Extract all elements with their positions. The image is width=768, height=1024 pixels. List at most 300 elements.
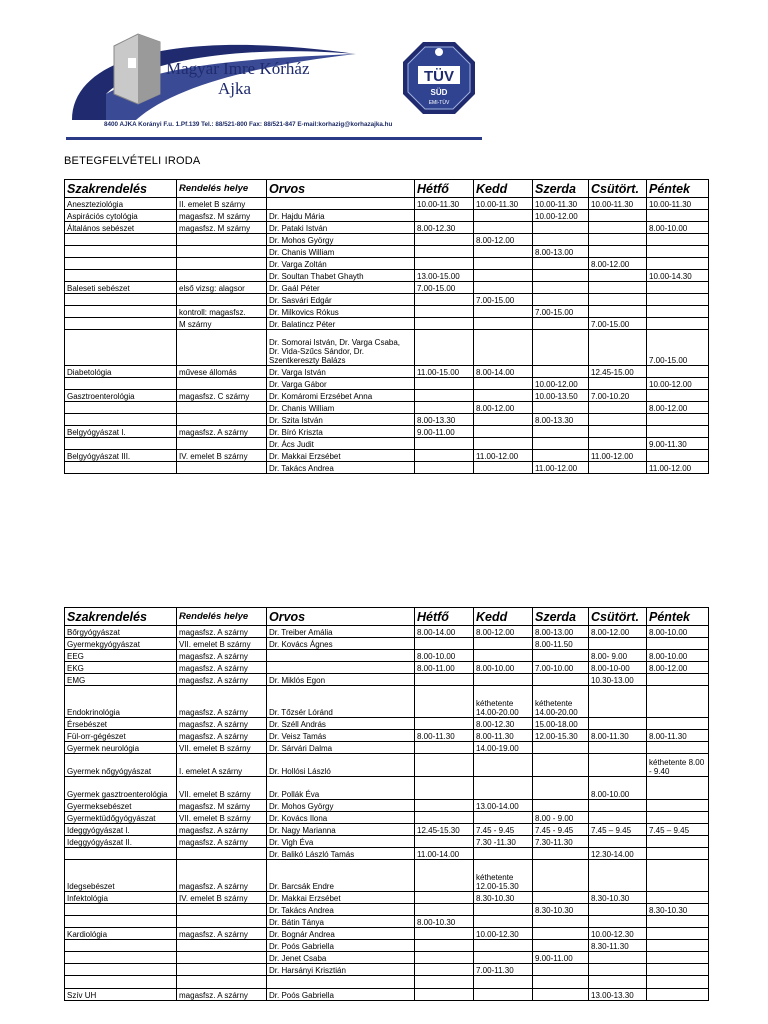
table-row: [65, 282, 709, 294]
cell-specialty: EMG: [65, 674, 177, 686]
cell-friday: [647, 892, 709, 904]
cell-specialty: [65, 438, 177, 450]
cell-doctor: Dr. Takács Andrea: [267, 462, 415, 474]
cell-friday: 8.00-11.30: [647, 730, 709, 742]
cell-location: magasfsz. A szárny: [177, 626, 267, 638]
cell-doctor: Dr. Harsányi Krisztián: [267, 964, 415, 976]
cell-friday: [647, 246, 709, 258]
cell-friday: [647, 390, 709, 402]
schedule-table-2: [64, 607, 709, 1001]
cell-doctor: Dr. Varga Gábor: [267, 378, 415, 390]
cell-thursday: [589, 294, 647, 306]
cell-monday: [415, 976, 474, 989]
cell-thursday: [589, 426, 647, 438]
cell-tuesday: [474, 812, 533, 824]
cell-doctor: Dr. Széll András: [267, 718, 415, 730]
cell-friday: [647, 812, 709, 824]
cell-doctor: Dr. Balikó László Tamás: [267, 848, 415, 860]
cell-specialty: [65, 904, 177, 916]
cell-doctor: Dr. Kovács Ilona: [267, 812, 415, 824]
cell-thursday: [589, 686, 647, 718]
cell-specialty: [65, 952, 177, 964]
table-row: [65, 812, 709, 824]
cell-tuesday: [474, 940, 533, 952]
table-row: [65, 198, 709, 210]
cell-friday: [647, 964, 709, 976]
cell-location: magasfsz. M szárny: [177, 222, 267, 234]
table-row: [65, 976, 709, 989]
cell-monday: 8.00-10.00: [415, 650, 474, 662]
cell-friday: [647, 742, 709, 754]
cell-friday: [647, 952, 709, 964]
column-header-wednesday: Szerda: [533, 180, 589, 198]
cell-thursday: 8.30-11.30: [589, 940, 647, 952]
cell-wednesday: [533, 234, 589, 246]
cell-doctor: Dr. Komáromi Erzsébet Anna: [267, 390, 415, 402]
cell-wednesday: [533, 450, 589, 462]
table-row: [65, 777, 709, 800]
cell-tuesday: 10.00-11.30: [474, 198, 533, 210]
cell-doctor: Dr. Takács Andrea: [267, 904, 415, 916]
cell-specialty: Aneszteziológia: [65, 198, 177, 210]
cell-monday: 8.00-10.30: [415, 916, 474, 928]
cell-location: magasfsz. A szárny: [177, 824, 267, 836]
cell-doctor: Dr. Hollósi László: [267, 754, 415, 777]
cell-tuesday: 11.00-12.00: [474, 450, 533, 462]
cell-doctor: Dr. Barcsák Endre: [267, 860, 415, 892]
cell-thursday: [589, 964, 647, 976]
cell-tuesday: 14.00-19.00: [474, 742, 533, 754]
cell-specialty: EKG: [65, 662, 177, 674]
cell-doctor: Dr. Hajdu Mária: [267, 210, 415, 222]
cell-monday: [415, 742, 474, 754]
cell-tuesday: 7.45 - 9.45: [474, 824, 533, 836]
cell-friday: [647, 450, 709, 462]
cell-monday: [415, 686, 474, 718]
cell-location: [177, 294, 267, 306]
cell-wednesday: 11.00-12.00: [533, 462, 589, 474]
cell-wednesday: [533, 282, 589, 294]
cell-monday: 8.00-14.00: [415, 626, 474, 638]
cell-monday: [415, 952, 474, 964]
cell-monday: [415, 450, 474, 462]
cell-doctor: Dr. Miklós Egon: [267, 674, 415, 686]
cell-friday: [647, 686, 709, 718]
table-row: [65, 306, 709, 318]
cell-location: magasfsz. A szárny: [177, 426, 267, 438]
cell-wednesday: [533, 928, 589, 940]
cell-location: magasfsz. A szárny: [177, 662, 267, 674]
cell-thursday: 8.00-10-00: [589, 662, 647, 674]
cell-friday: [647, 306, 709, 318]
cell-location: II. emelet B szárny: [177, 198, 267, 210]
cell-friday: [647, 928, 709, 940]
cell-specialty: [65, 402, 177, 414]
cell-specialty: [65, 258, 177, 270]
cell-tuesday: [474, 210, 533, 222]
cell-monday: [415, 928, 474, 940]
cell-monday: [415, 318, 474, 330]
table-row: [65, 824, 709, 836]
cell-specialty: [65, 270, 177, 282]
cell-monday: [415, 718, 474, 730]
cell-wednesday: 7.00-10.00: [533, 662, 589, 674]
cell-location: magasfsz. A szárny: [177, 860, 267, 892]
cell-wednesday: [533, 860, 589, 892]
table-row: [65, 686, 709, 718]
table-row: [65, 378, 709, 390]
cell-doctor: Dr. Jenet Csaba: [267, 952, 415, 964]
cell-thursday: [589, 234, 647, 246]
cell-wednesday: 10.00-11.30: [533, 198, 589, 210]
cell-location: magasfsz. A szárny: [177, 928, 267, 940]
cell-doctor: Dr. Chanis William: [267, 246, 415, 258]
cell-friday: 8.00-10.00: [647, 222, 709, 234]
cell-wednesday: [533, 318, 589, 330]
cell-thursday: [589, 246, 647, 258]
cell-specialty: Infektológia: [65, 892, 177, 904]
cell-tuesday: kéthetente 12.00-15.30: [474, 860, 533, 892]
cell-doctor: Dr. Bíró Kriszta: [267, 426, 415, 438]
cell-thursday: [589, 754, 647, 777]
cell-friday: [647, 258, 709, 270]
cell-thursday: [589, 916, 647, 928]
cell-wednesday: 7.00-15.00: [533, 306, 589, 318]
cell-specialty: Általános sebészet: [65, 222, 177, 234]
cell-tuesday: 8.00-12.00: [474, 234, 533, 246]
cell-wednesday: [533, 258, 589, 270]
cell-tuesday: 8.30-10.30: [474, 892, 533, 904]
cell-tuesday: [474, 426, 533, 438]
cell-specialty: Endokrinológia: [65, 686, 177, 718]
table-row: [65, 270, 709, 282]
cell-friday: [647, 916, 709, 928]
cell-monday: [415, 964, 474, 976]
cell-location: [177, 270, 267, 282]
cell-wednesday: [533, 366, 589, 378]
table-row: [65, 730, 709, 742]
table-row: [65, 964, 709, 976]
column-header-tuesday: Kedd: [474, 608, 533, 626]
cell-wednesday: 10.00-12.00: [533, 210, 589, 222]
cell-thursday: 7.00-15.00: [589, 318, 647, 330]
cell-location: [177, 940, 267, 952]
table-row: [65, 848, 709, 860]
cell-specialty: [65, 378, 177, 390]
cell-tuesday: [474, 976, 533, 989]
cell-monday: 8.00-12.30: [415, 222, 474, 234]
cell-specialty: Belgyógyászat I.: [65, 426, 177, 438]
cell-monday: [415, 402, 474, 414]
cell-location: [177, 976, 267, 989]
cell-specialty: Gyermek neurológia: [65, 742, 177, 754]
cell-location: [177, 848, 267, 860]
cell-tuesday: 7.30 -11.30: [474, 836, 533, 848]
cell-friday: 7.00-15.00: [647, 330, 709, 366]
cell-wednesday: [533, 916, 589, 928]
cell-tuesday: 8.00-12.00: [474, 626, 533, 638]
cell-doctor: Dr. Milkovics Rókus: [267, 306, 415, 318]
cell-specialty: [65, 462, 177, 474]
cell-doctor: Dr. Makkai Erzsébet: [267, 892, 415, 904]
cell-specialty: [65, 294, 177, 306]
cell-doctor: Dr. Soultan Thabet Ghayth: [267, 270, 415, 282]
cell-tuesday: [474, 904, 533, 916]
cell-friday: 8.00-10.00: [647, 650, 709, 662]
cell-thursday: [589, 330, 647, 366]
cell-doctor: Dr. Chanis William: [267, 402, 415, 414]
cell-specialty: Ideggyógyászat I.: [65, 824, 177, 836]
cell-monday: 8.00-13.30: [415, 414, 474, 426]
cell-location: [177, 246, 267, 258]
table-row: [65, 892, 709, 904]
cell-specialty: Érsebészet: [65, 718, 177, 730]
table-row: [65, 904, 709, 916]
column-header-wednesday: Szerda: [533, 608, 589, 626]
cell-friday: [647, 940, 709, 952]
cell-specialty: [65, 318, 177, 330]
cell-friday: [647, 366, 709, 378]
cell-friday: kéthetente 8.00 - 9.40: [647, 754, 709, 777]
cell-location: művese állomás: [177, 366, 267, 378]
cell-location: kontroll: magasfsz.: [177, 306, 267, 318]
cell-thursday: 10.00-11.30: [589, 198, 647, 210]
cell-tuesday: [474, 638, 533, 650]
cell-specialty: [65, 964, 177, 976]
table-row: [65, 234, 709, 246]
cell-monday: [415, 210, 474, 222]
cell-specialty: [65, 330, 177, 366]
cell-friday: 8.00-12.00: [647, 662, 709, 674]
office-title: BETEGFELVÉTELI IRODA: [64, 155, 201, 167]
column-header-specialty: Szakrendelés: [65, 180, 177, 198]
hospital-name-line2: Ajka: [218, 79, 252, 98]
column-header-doctor: Orvos: [267, 180, 415, 198]
table-row: [65, 222, 709, 234]
header-row: [65, 180, 709, 198]
cell-tuesday: [474, 378, 533, 390]
table-row: [65, 414, 709, 426]
cell-friday: [647, 860, 709, 892]
cell-wednesday: [533, 940, 589, 952]
cell-doctor: Dr. Kovács Ágnes: [267, 638, 415, 650]
cell-wednesday: 7.30-11.30: [533, 836, 589, 848]
cell-location: magasfsz. A szárny: [177, 836, 267, 848]
table-row: [65, 916, 709, 928]
cell-tuesday: 8.00-12.30: [474, 718, 533, 730]
cell-location: [177, 378, 267, 390]
table-row: [65, 294, 709, 306]
cell-location: magasfsz. A szárny: [177, 650, 267, 662]
cell-monday: 12.45-15.30: [415, 824, 474, 836]
cell-tuesday: [474, 318, 533, 330]
header-row: [65, 608, 709, 626]
cell-friday: [647, 294, 709, 306]
cell-wednesday: 8.00-11.50: [533, 638, 589, 650]
cell-monday: [415, 390, 474, 402]
cell-doctor: Dr. Somorai István, Dr. Varga Csaba, Dr. Vida-Szűcs Sándor, Dr. Szentkereszty Balázs: [267, 330, 415, 366]
cell-monday: [415, 462, 474, 474]
schedule-table-1: [64, 179, 709, 474]
column-header-location: Rendelés helye: [177, 608, 267, 626]
cell-wednesday: [533, 222, 589, 234]
cell-specialty: EEG: [65, 650, 177, 662]
cell-specialty: Ideggyógyászat II.: [65, 836, 177, 848]
cell-friday: [647, 638, 709, 650]
table-row: [65, 742, 709, 754]
cell-wednesday: [533, 294, 589, 306]
cell-friday: 10.00-12.00: [647, 378, 709, 390]
cell-tuesday: [474, 222, 533, 234]
cell-doctor: Dr. Poós Gabriella: [267, 989, 415, 1001]
cell-tuesday: [474, 650, 533, 662]
cell-location: VII. emelet B szárny: [177, 777, 267, 800]
cell-specialty: Fül-orr-gégészet: [65, 730, 177, 742]
cell-tuesday: [474, 330, 533, 366]
cell-thursday: [589, 270, 647, 282]
cell-location: [177, 964, 267, 976]
contact-info: 8400 AJKA Korányi F.u. 1.Pf.139 Tel.: 88/521-800 Fax: 88/521-847 E-mail:korhazig@korhazajka.hu: [104, 121, 393, 128]
cell-friday: [647, 282, 709, 294]
cell-specialty: Gyermeksebészet: [65, 800, 177, 812]
cell-thursday: 8.00- 9.00: [589, 650, 647, 662]
cell-monday: [415, 330, 474, 366]
cell-friday: [647, 414, 709, 426]
cell-thursday: [589, 638, 647, 650]
cell-friday: [647, 718, 709, 730]
cell-location: [177, 330, 267, 366]
cell-wednesday: 10.00-12.00: [533, 378, 589, 390]
cell-monday: [415, 754, 474, 777]
table-row: [65, 390, 709, 402]
cell-thursday: 8.00-12.00: [589, 626, 647, 638]
cell-location: I. emelet A szárny: [177, 754, 267, 777]
cell-specialty: Baleseti sebészet: [65, 282, 177, 294]
cell-location: [177, 916, 267, 928]
column-header-tuesday: Kedd: [474, 180, 533, 198]
cell-tuesday: 8.00-10.00: [474, 662, 533, 674]
cell-wednesday: 7.45 - 9.45: [533, 824, 589, 836]
table-row: [65, 246, 709, 258]
table-row: [65, 438, 709, 450]
cell-doctor: Dr. Veisz Tamás: [267, 730, 415, 742]
cell-friday: 8.00-12.00: [647, 402, 709, 414]
cell-thursday: [589, 800, 647, 812]
cell-monday: [415, 378, 474, 390]
cell-specialty: Kardiológia: [65, 928, 177, 940]
cell-location: [177, 904, 267, 916]
cell-wednesday: [533, 892, 589, 904]
cell-tuesday: [474, 246, 533, 258]
cell-tuesday: [474, 390, 533, 402]
cell-monday: [415, 258, 474, 270]
cell-wednesday: 8.00-13.30: [533, 414, 589, 426]
hospital-logo: [66, 24, 366, 136]
cell-thursday: 10.00-12.30: [589, 928, 647, 940]
cell-wednesday: 8.00 - 9.00: [533, 812, 589, 824]
cell-doctor: Dr. Gaál Péter: [267, 282, 415, 294]
table-row: [65, 940, 709, 952]
cell-friday: [647, 836, 709, 848]
cell-monday: 11.00-15.00: [415, 366, 474, 378]
cell-tuesday: 8.00-14.00: [474, 366, 533, 378]
cell-monday: [415, 860, 474, 892]
cell-thursday: [589, 718, 647, 730]
cell-wednesday: [533, 270, 589, 282]
cell-wednesday: 12.00-15.30: [533, 730, 589, 742]
cell-wednesday: 8.00-13.00: [533, 246, 589, 258]
cell-specialty: Belgyógyászat III.: [65, 450, 177, 462]
cell-doctor: Dr. Pataki István: [267, 222, 415, 234]
cell-tuesday: [474, 754, 533, 777]
cell-monday: 7.00-15.00: [415, 282, 474, 294]
tuv-certification-seal: [401, 40, 477, 116]
column-header-monday: Hétfő: [415, 180, 474, 198]
table-row: [65, 989, 709, 1001]
cell-tuesday: [474, 306, 533, 318]
cell-doctor: [267, 650, 415, 662]
cell-location: IV. emelet B szárny: [177, 450, 267, 462]
hospital-name-line1: Magyar Imre Kórház: [166, 59, 310, 78]
cell-thursday: 7.45 – 9.45: [589, 824, 647, 836]
cell-thursday: 13.00-13.30: [589, 989, 647, 1001]
cell-thursday: [589, 438, 647, 450]
cell-doctor: [267, 662, 415, 674]
cell-monday: 10.00-11.30: [415, 198, 474, 210]
cell-wednesday: [533, 777, 589, 800]
cell-doctor: Dr. Ács Judit: [267, 438, 415, 450]
cell-monday: [415, 306, 474, 318]
svg-text:TÜV: TÜV: [424, 68, 454, 85]
table-row: [65, 638, 709, 650]
cell-thursday: 10.30-13.00: [589, 674, 647, 686]
table-row: [65, 650, 709, 662]
cell-thursday: 8.00-11.30: [589, 730, 647, 742]
cell-thursday: [589, 378, 647, 390]
cell-monday: 8.00-11.30: [415, 730, 474, 742]
cell-doctor: Dr. Sasvári Edgár: [267, 294, 415, 306]
cell-wednesday: [533, 989, 589, 1001]
column-header-thursday: Csütört.: [589, 608, 647, 626]
cell-specialty: [65, 306, 177, 318]
cell-doctor: Dr. Szita István: [267, 414, 415, 426]
cell-friday: [647, 976, 709, 989]
cell-specialty: [65, 940, 177, 952]
cell-thursday: 8.00-10.00: [589, 777, 647, 800]
cell-wednesday: 9.00-11.00: [533, 952, 589, 964]
cell-tuesday: [474, 916, 533, 928]
cell-location: [177, 438, 267, 450]
cell-location: magasfsz. A szárny: [177, 718, 267, 730]
table-row: [65, 402, 709, 414]
cell-location: VII. emelet B szárny: [177, 742, 267, 754]
table-row: [65, 674, 709, 686]
cell-location: VII. emelet B szárny: [177, 812, 267, 824]
cell-monday: [415, 800, 474, 812]
cell-friday: 10.00-11.30: [647, 198, 709, 210]
cell-monday: 11.00-14.00: [415, 848, 474, 860]
cell-doctor: Dr. Makkai Erzsébet: [267, 450, 415, 462]
cell-friday: [647, 210, 709, 222]
cell-location: [177, 258, 267, 270]
cell-monday: [415, 674, 474, 686]
cell-specialty: Gasztroenterológia: [65, 390, 177, 402]
cell-location: VII. emelet B szárny: [177, 638, 267, 650]
cell-location: [177, 952, 267, 964]
cell-doctor: Dr. Bognár Andrea: [267, 928, 415, 940]
cell-doctor: Dr. Varga István: [267, 366, 415, 378]
cell-monday: 9.00-11.00: [415, 426, 474, 438]
